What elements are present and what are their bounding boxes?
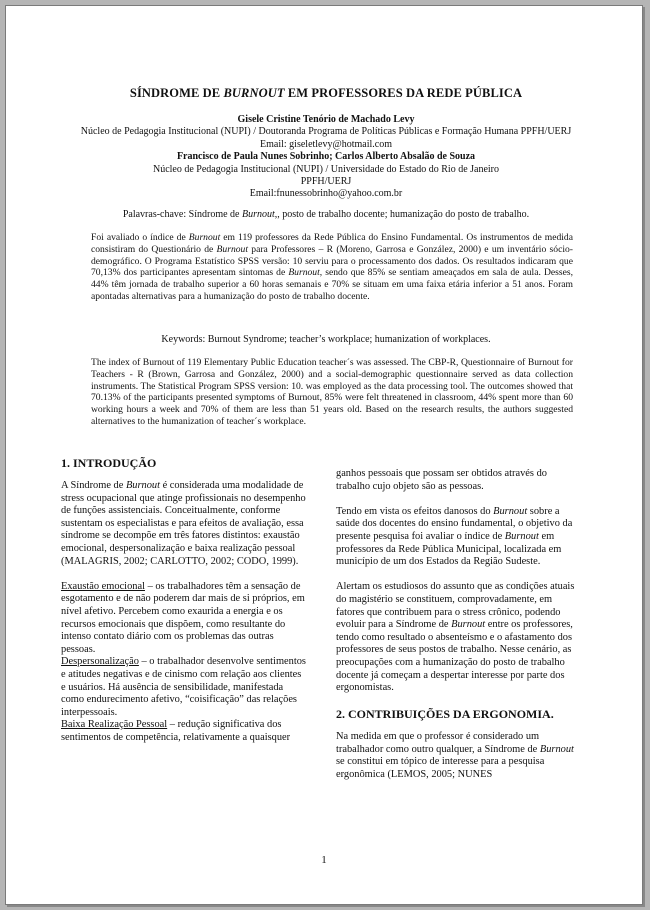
- right-p4-em: Burnout: [539, 743, 574, 755]
- despersonalizacao-definition: – o trabalhador desenvolve sentimentos e atitudes negativas e de cinismo com relação aos clientes e usuários. Há ausência de sensibilidade, manifestada como endurecimento afetivo, “coisificação” das relações interpessoais.: [61, 656, 306, 718]
- abstract-pt-text-1: Foi avaliado o índice de: [91, 232, 189, 243]
- abstract-pt-text-3: para Professores – R (Moreno, Garrosa e González, 2000) e um inventário sócio-demográfico. O Programa Estatístico SPSS versão: 10 serviu para o processamento dos dados. Os resultados indicaram que 70,13% dos participantes apresentam sintomas de: [91, 243, 573, 279]
- right-paragraph-3: [336, 581, 581, 694]
- author-1-email: Email: giseletlevy@hotmail.com: [260, 138, 392, 150]
- keywords-pt-post: ,, posto de trabalho docente; humanização do posto de trabalho.: [274, 209, 530, 220]
- right-paragraph-4: [336, 731, 581, 781]
- keywords-pt-em: Burnout: [241, 209, 275, 220]
- abstract-pt-em-2: Burnout: [216, 243, 248, 255]
- page-number: 1: [321, 854, 327, 866]
- title-text-pre: SÍNDROME DE: [129, 86, 224, 100]
- column-left: [61, 456, 306, 744]
- author-2-affiliation: Núcleo de Pedagogia Institucional (NUPI) / Universidade do Estado do Rio de Janeiro: [152, 163, 500, 175]
- right-p2-text-b: sobre a saúde dos docentes do ensino fundamental, o objetivo da presente pesquisa foi avaliar o índice de: [336, 505, 573, 542]
- right-p2-em-1: Burnout: [493, 505, 528, 517]
- author-2-names: Francisco de Paula Nunes Sobrinho; Carlos Alberto Absalão de Souza: [176, 151, 476, 163]
- right-p3-text-b: entre os professores, tendo como resultado o absenteísmo e o afastamento dos professores de seus postos de trabalho. Nesse cenário, as preocupações com a humanização do posto de trabalho docente já começam a despertar interesse por parte dos ergonomistas.: [336, 619, 573, 694]
- column-right: [336, 468, 581, 794]
- abstract-pt-em-3: Burnout,: [288, 267, 323, 279]
- intro-paragraph-1: [61, 480, 306, 568]
- section-heading-introducao: 1. INTRODUÇÃO: [61, 456, 157, 470]
- term-exaustao-emocional: Exaustão emocional: [61, 580, 145, 592]
- abstract-pt-text-4: sendo que 85% se sentiam ameaçados em sala de aula. Desses, 44% têm jornada de trabalho superior a 60 horas semanais e 70% se situam em uma faixa etária inferior a 51 anos. Foram apontadas alternativas para a humanização do posto de trabalho docente.: [91, 267, 573, 302]
- author-1-name: Gisele Cristine Tenório de Machado Levy: [237, 114, 415, 125]
- right-p2-text-a: Tendo em vista os efeitos danosos do: [336, 505, 494, 517]
- title-text-em: BURNOUT: [223, 86, 285, 100]
- right-paragraph-2: [336, 506, 581, 569]
- abstract-pt: [91, 232, 573, 303]
- right-p4-text-b: se constitui em tópico de interesse para a pesquisa ergonômica (LEMOS, 2005; NUNES: [336, 756, 545, 781]
- right-p4-text-a: Na medida em que o professor é considerado um trabalhador como outro qualquer, a Síndrome de: [336, 731, 540, 755]
- paper-title: [46, 86, 606, 101]
- keywords-en: Keywords: Burnout Syndrome; teacher’s workplace; humanization of workplaces.: [161, 334, 491, 345]
- right-p3-text-a: Alertam os estudiosos do assunto que as condições atuais do magistério se constituem, comprovadamente, em fatores que contribuem para o stress crônico, podendo evoluir para a Síndrome de: [336, 581, 575, 631]
- abstract-pt-em-1: Burnout: [188, 232, 221, 243]
- intro-paragraph-despersonalizacao: [61, 656, 306, 719]
- title-text-post: EM PROFESSORES DA REDE PÚBLICA: [284, 86, 523, 100]
- document-page: [5, 5, 643, 905]
- right-p2-em-2: Burnout: [504, 530, 539, 542]
- author-block: [46, 114, 606, 201]
- term-despersonalizacao: Despersonalização: [61, 656, 139, 668]
- right-p3-em: Burnout: [451, 619, 486, 631]
- abstract-en: The index of Burnout of 119 Elementary Public Education teacher´s was assessed. The CBP-R, Questionnaire of Burnout for Teachers - R (Brown, Garrosa and González, 2000) and a social-demographic questionnaire served as data collection instruments. The Statistical Program SPSS version: 10. was employed as the data processing tool. The outcomes showed that 70.13% of the participants presented symptoms of Burnout, 85% were felt threatened in classroom, 44% spent more than 60 working hours a week and 70% of them are less than 51 years old. Based on the research results, the authors suggested alternatives to the humanization of teacher´s workplace.: [91, 357, 573, 427]
- author-2-email: Email:fnunessobrinho@yahoo.com.br: [249, 188, 403, 200]
- baixa-realizacao-definition: – redução significativa dos sentimentos de competência, relativamente a quaisquer: [61, 719, 291, 743]
- section-heading-ergonomia: 2. CONTRIBUIÇÕES DA ERGONOMIA.: [336, 707, 554, 722]
- intro-p1-text-a: A Síndrome de: [61, 480, 126, 491]
- keywords-pt-pre: Palavras-chave: Síndrome de: [122, 209, 242, 220]
- intro-p1-em: Burnout: [125, 480, 160, 491]
- exaustao-definition: – os trabalhadores têm a sensação de esgotamento e de não poderem dar mais de si próprios, em nível afetivo. Percebem como exaurida a energia e os recursos emocionais que dispõem, como resultante do intenso contato diário com os problemas das outras pessoas.: [61, 580, 305, 655]
- author-1-affiliation: Núcleo de Pedagogia Institucional (NUPI) / Doutoranda Programa de Políticas Públicas e Formação Humana PPFH/UERJ: [80, 126, 572, 138]
- right-p2-text-c: em professores da Rede Pública Municipal, localizada em município de um dos Estados da Região Sudeste.: [336, 530, 562, 568]
- term-baixa-realizacao-pessoal: Baixa Realização Pessoal: [61, 719, 168, 731]
- keywords-pt: [46, 209, 606, 220]
- intro-paragraph-exaustao: [61, 581, 306, 657]
- abstract-pt-text-2: em 119 professores da Rede Pública do Ensino Fundamental. Os instrumentos de medida consistiram do Questionário de: [91, 232, 573, 255]
- right-paragraph-1: ganhos pessoais que possam ser obtidos através do trabalho cujo objeto são as pessoas.: [336, 468, 547, 492]
- intro-paragraph-baixa-realizacao: [61, 719, 306, 744]
- author-2-affiliation-2: PPFH/UERJ: [300, 176, 352, 188]
- intro-p1-text-b: é considerada uma modalidade de stress ocupacional que atinge profissionais no desempenho de funções assistenciais. Conceitualmente, conforme sustentam os especialistas e para efeitos de avaliação, essa síndrome se decompõe em três fatores distintos: exaustão emocional, despersonalização e baixa realização pessoal (MALAGRIS, 2002; CARLOTTO, 2002; CODO, 1999).: [61, 480, 306, 567]
